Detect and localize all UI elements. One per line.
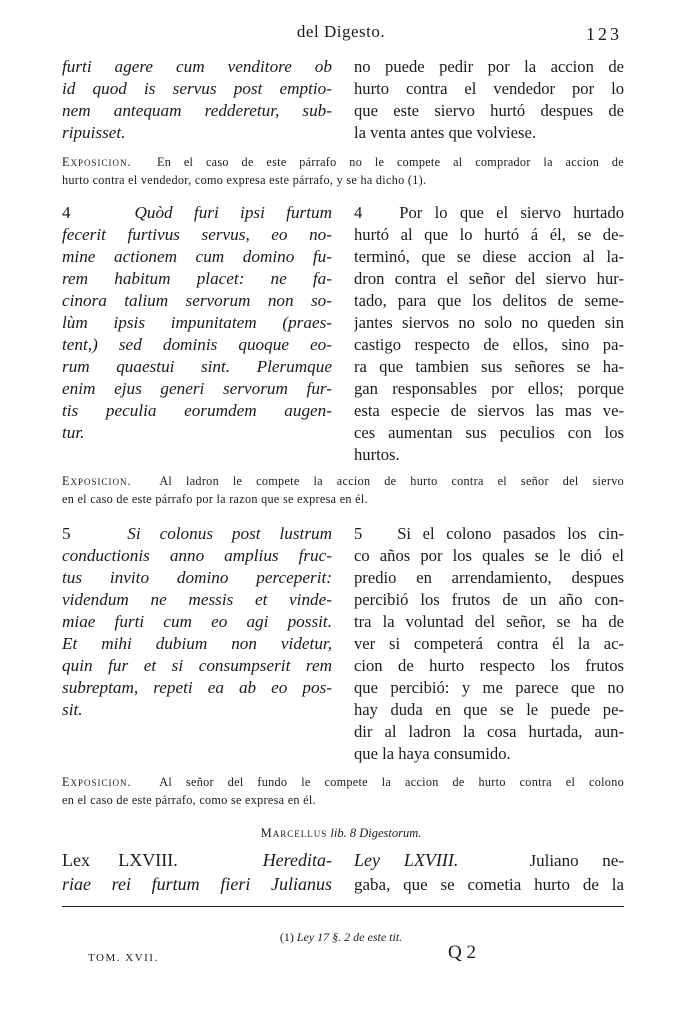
- spanish-line: no puede pedir por la accion de: [354, 57, 624, 76]
- spanish-line: predio en arrendamiento, despues: [354, 568, 624, 587]
- latin-line: Quòd furi ipsi furtum: [134, 203, 332, 222]
- spanish-line: hay duda en que se le puede pe-: [354, 700, 624, 719]
- spanish-line: gaba, que se cometia hurto de la: [354, 875, 624, 894]
- exposicion-text: Al ladron le compete la accion de hurto contra el señor del siervo: [159, 474, 624, 488]
- latin-line: videndum ne messis et vinde-: [62, 590, 332, 609]
- latin-line: riae rei furtum fieri Julianus: [62, 874, 332, 894]
- spanish-column: [354, 848, 624, 897]
- latin-column: [62, 202, 332, 444]
- exposicion-text: Al señor del fundo le compete la accion de hurto contra el colono: [159, 775, 624, 789]
- exposicion-text: en el caso de este párrafo, como se expresa en él.: [62, 793, 316, 807]
- lex-heading: Lex LXVIII.: [62, 850, 178, 870]
- footnote: [0, 930, 682, 945]
- footnote-text: Ley 17 §. 2 de este tit.: [296, 930, 403, 944]
- paragraph-number: 4: [62, 203, 71, 222]
- spanish-line: hurtó al que lo hurtó á él, se de-: [354, 225, 624, 244]
- spanish-line: gan responsables por ellos; porque: [354, 379, 624, 398]
- latin-line: cinora talium servorum non so-: [62, 291, 332, 310]
- spanish-line: que percibió: y me parece que no: [354, 678, 624, 697]
- spanish-column: [354, 523, 624, 765]
- spanish-line: terminó, que se diese accion al la-: [354, 247, 624, 266]
- latin-line: enim ejus generi servorum fur-: [62, 379, 332, 398]
- author-name: Marcellus: [260, 826, 328, 840]
- latin-line: Heredita-: [262, 850, 332, 870]
- latin-line: subreptam, repeti ea ab eo pos-: [62, 678, 332, 697]
- latin-line: conductionis anno amplius fruc-: [62, 546, 332, 565]
- volume-mark: TOM. XVII.: [88, 952, 159, 964]
- latin-line: rum quaestui sint. Plerumque: [62, 357, 332, 376]
- spanish-line: que la haya consumido.: [354, 744, 511, 763]
- latin-line: tis peculia eorumdem augen-: [62, 401, 332, 420]
- paragraph-number: 5: [62, 524, 71, 543]
- spanish-line: castigo respecto de ellos, sino pa-: [354, 335, 624, 354]
- latin-line: Si colonus post lustrum: [127, 524, 332, 543]
- page-number: 123: [586, 24, 622, 44]
- exposicion-text: En el caso de este párrafo no le compete al comprador la accion de: [156, 155, 624, 169]
- paragraph-number: 4: [354, 203, 363, 222]
- spanish-line: la venta antes que volviese.: [354, 123, 537, 142]
- lex-68: [62, 848, 624, 896]
- paragraph-number: 5: [354, 524, 363, 543]
- spanish-line: ra que tambien sus señores se ha-: [354, 357, 624, 376]
- spanish-line: Juliano ne-: [529, 851, 624, 870]
- exposicion-text: en el caso de este párrafo por la razon que se expresa en él.: [62, 492, 368, 506]
- footnote-marker: (1): [279, 930, 294, 944]
- spanish-line: esta especie de siervos las mas ve-: [354, 401, 624, 420]
- spanish-line: Por lo que el siervo hurtado: [399, 203, 624, 222]
- exposicion-text: hurto contra el vendedor, como expresa este párrafo, y se ha dicho (1).: [62, 173, 427, 187]
- latin-column: [62, 848, 332, 896]
- latin-line: tent,) sed dominis quoque eo-: [62, 335, 332, 354]
- spanish-line: ces aumentan sus peculios con los: [354, 423, 624, 442]
- latin-line: Et mihi dubium non videtur,: [62, 634, 332, 653]
- spanish-column: [354, 202, 624, 466]
- spanish-line: co años por los quales se le dió el: [354, 546, 624, 565]
- latin-column: [62, 523, 332, 721]
- latin-line: mine actionem cum domino fu-: [62, 247, 332, 266]
- spanish-line: jantes siervos no solo no queden sin: [354, 313, 624, 332]
- latin-line: nem antequam redderetur, sub-: [62, 101, 332, 120]
- spanish-line: dron contra el señor del siervo hur-: [354, 269, 624, 288]
- paragraph-4: [62, 202, 624, 468]
- latin-line: fecerit furtivus servus, eo no-: [62, 225, 332, 244]
- source-attribution: [0, 826, 682, 841]
- signature-mark: Q 2: [448, 942, 476, 963]
- spanish-line: tado, para que los delitos de seme-: [354, 291, 624, 310]
- ley-heading: Ley LXVIII.: [354, 850, 459, 870]
- exposicion-note: [62, 472, 624, 508]
- latin-line: tus invito domino perceperit:: [62, 568, 332, 587]
- spanish-line: cion de hurto respecto los frutos: [354, 656, 624, 675]
- spanish-line: que este siervo hurtó despues de: [354, 101, 624, 120]
- latin-line: tur.: [62, 423, 85, 442]
- footnote-rule: [62, 906, 624, 907]
- latin-line: miae furti cum eo agi possit.: [62, 612, 332, 631]
- exposicion-note: [62, 153, 624, 189]
- spanish-line: percibió los frutos de un año con-: [354, 590, 624, 609]
- exposicion-label: Exposicion.: [62, 155, 132, 169]
- exposicion-note: [62, 773, 624, 809]
- latin-line: id quod is servus post emptio-: [62, 79, 332, 98]
- paragraph-3-continuation: [62, 56, 624, 146]
- spanish-line: hurto contra el vendedor por lo: [354, 79, 624, 98]
- latin-line: furti agere cum venditore ob: [62, 57, 332, 76]
- work-reference: lib. 8 Digestorum.: [330, 826, 422, 840]
- spanish-column: [354, 56, 624, 144]
- exposicion-label: Exposicion.: [62, 775, 132, 789]
- latin-line: lùm ipsis impunitatem (praes-: [62, 313, 332, 332]
- running-head: [0, 22, 682, 46]
- spanish-line: dir al ladron la cosa hurtada, aun-: [354, 722, 624, 741]
- spanish-line: tra la voluntad del señor, se ha de: [354, 612, 624, 631]
- spanish-line: Si el colono pasados los cin-: [397, 524, 624, 543]
- latin-line: sit.: [62, 700, 83, 719]
- spanish-line: ver si competerá contra él la ac-: [354, 634, 624, 653]
- paragraph-5: [62, 523, 624, 767]
- exposicion-label: Exposicion.: [62, 474, 132, 488]
- latin-column: [62, 56, 332, 144]
- latin-line: ripuisset.: [62, 123, 126, 142]
- running-title: del Digesto.: [296, 22, 386, 41]
- spanish-line: hurtos.: [354, 445, 400, 464]
- latin-line: rem habitum placet: ne fa-: [62, 269, 332, 288]
- latin-line: quin fur et si consumpserit rem: [62, 656, 332, 675]
